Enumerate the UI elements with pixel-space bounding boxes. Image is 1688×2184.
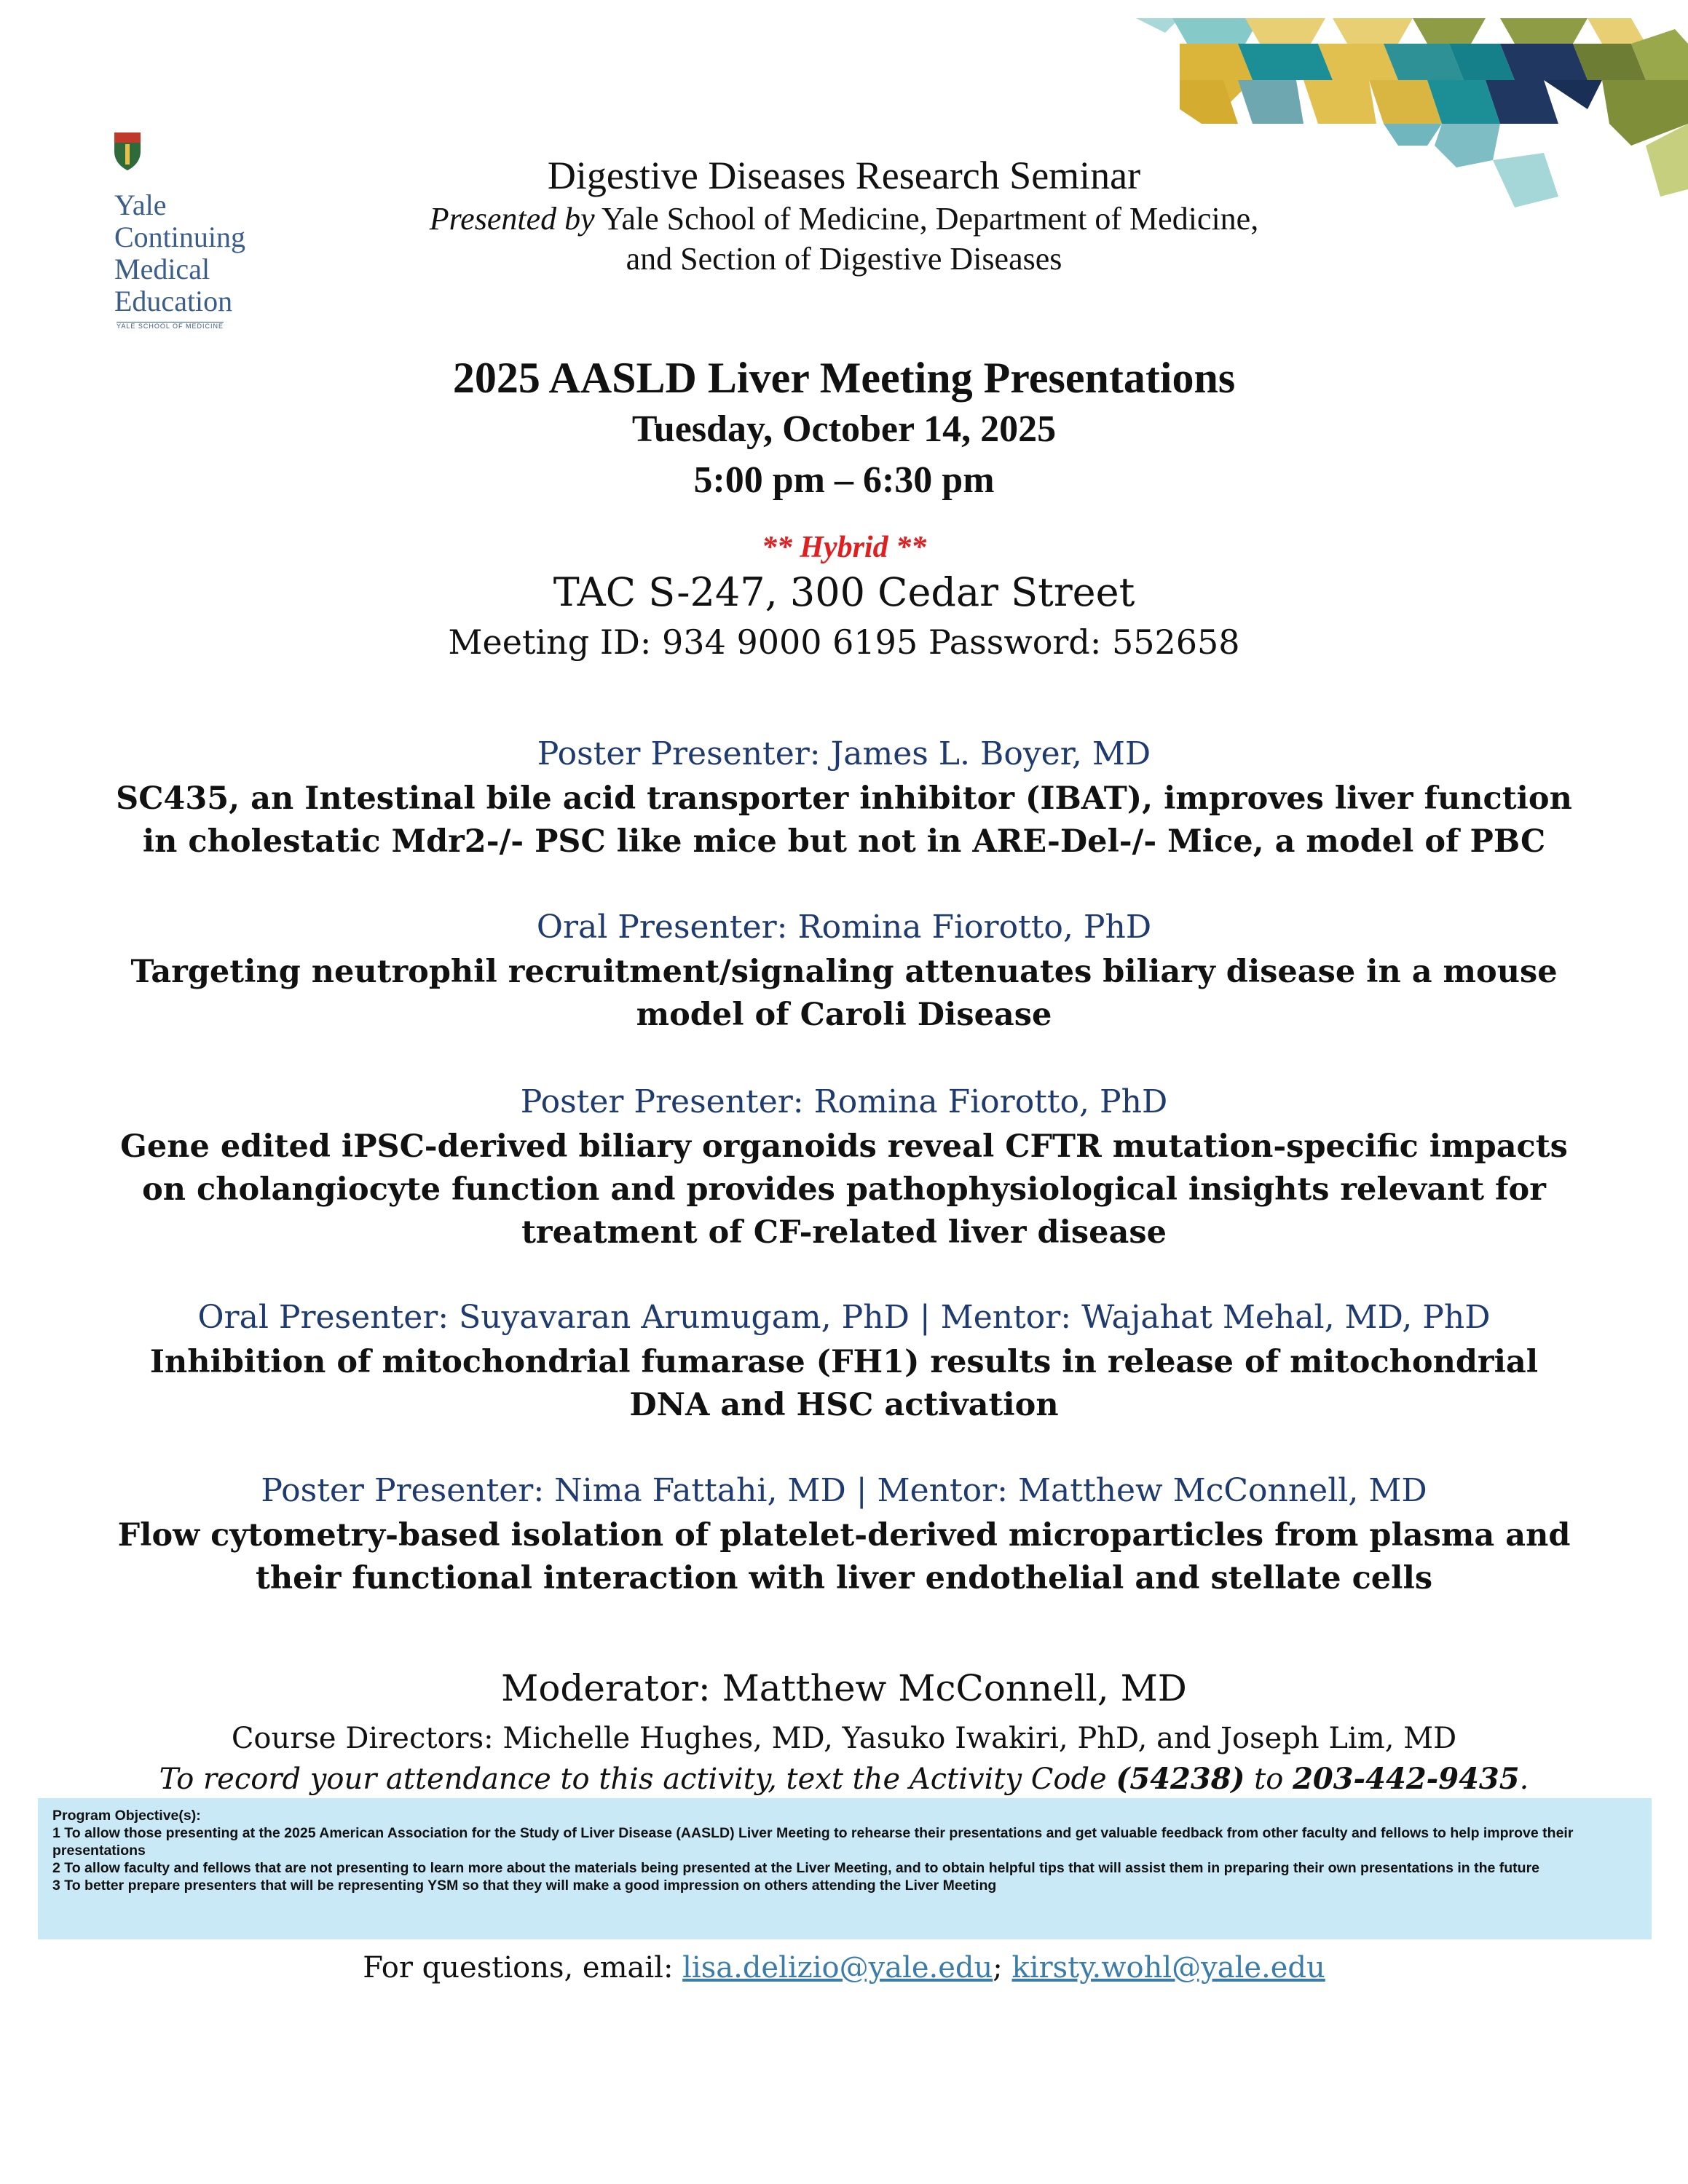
objectives-heading: Program Objective(s): [52,1808,201,1824]
presentation-title-line: on cholangiocyte function and provides pathophysiological insights relevant for [142,1171,1546,1208]
presented-by [0,200,1688,237]
event-format: ** Hybrid ** [761,531,927,564]
objective-item: 2 To allow faculty and fellows that are not presenting to learn more about the materials being presented at the Liver Meeting, and to obtain helpful tips that will assist them in preparing their own presentations in the future [52,1860,1539,1876]
presentation-title [0,1341,1688,1427]
section-name: and Section of Digestive Diseases [626,241,1062,277]
presentation-title-line: SC435, an Intestinal bile acid transporter inhibitor (IBAT), improves liver function [116,780,1572,817]
email-link-lisa[interactable]: lisa.delizio@yale.edu [682,1951,993,1985]
logo-line: Medical [114,253,210,285]
presentation-title [0,1514,1688,1600]
objective-item: 1 To allow those presenting at the 2025 American Association for the Study of Liver Disease (AASLD) Liver Meeting to rehearse their presentations and get valuable feedback from other faculty and fellows to help improve their presentations [52,1825,1574,1859]
presentation-title-line: Gene edited iPSC-derived biliary organoids reveal CFTR mutation-specific impacts [120,1128,1568,1165]
presentation-title [0,778,1688,863]
contact-separator: ; [993,1951,1012,1985]
presentation-title-line: in cholestatic Mdr2-/- PSC like mice but not in ARE-Del-/- Mice, a model of PBC [142,823,1546,860]
objective-item: 3 To better prepare presenters that will be representing YSM so that they will make a good impression on others attending the Liver Meeting [52,1878,997,1894]
course-directors: Course Directors: Michelle Hughes, MD, Yasuko Iwakiri, PhD, and Joseph Lim, MD [231,1722,1457,1755]
presentation-title-line: model of Caroli Disease [636,997,1052,1033]
event-date: Tuesday, October 14, 2025 [631,408,1057,450]
logo-line: Continuing [114,221,246,253]
presented-by-label: Presented by [429,201,595,237]
attendance-instructions [0,1762,1688,1796]
presenter-line: Poster Presenter: Nima Fattahi, MD | Mentor: Matthew McConnell, MD [261,1472,1427,1509]
meeting-credentials: Meeting ID: 934 9000 6195 Password: 552658 [448,622,1240,662]
activity-code: (54238) [1116,1762,1245,1796]
seminar-name: Digestive Diseases Research Seminar [547,154,1141,197]
presentation-title [0,1125,1688,1254]
presenter-line: Poster Presenter: Romina Fiorotto, PhD [520,1083,1168,1120]
contact-prefix: For questions, email: [363,1951,683,1985]
logo-subtitle: YALE SCHOOL OF MEDICINE [117,323,224,330]
email-link-kirsty[interactable]: kirsty.wohl@yale.edu [1011,1951,1325,1985]
presentation-title-line: Flow cytometry-based isolation of platelet-derived microparticles from plasma and [117,1517,1571,1554]
attendance-suffix: . [1519,1762,1529,1796]
presentation-title [0,951,1688,1037]
event-location: TAC S-247, 300 Cedar Street [553,569,1135,615]
presentation-title-line: treatment of CF-related liver disease [521,1214,1167,1251]
presentation-title-line: DNA and HSC activation [629,1387,1059,1423]
program-objectives-box [38,1798,1652,1939]
presenter-line: Poster Presenter: James L. Boyer, MD [537,735,1151,772]
presentation-title-line: Targeting neutrophil recruitment/signaling attenuates biliary disease in a mouse [130,954,1558,990]
attendance-phone: 203-442-9435 [1293,1762,1520,1796]
presentation-title-line: their functional interaction with liver endothelial and stellate cells [255,1560,1433,1597]
event-time: 5:00 pm – 6:30 pm [693,459,995,501]
presentation-title-line: Inhibition of mitochondrial fumarase (FH1) results in release of mitochondrial [149,1344,1539,1380]
logo-line: Education [114,285,233,317]
presenter-line: Oral Presenter: Romina Fiorotto, PhD [536,909,1152,946]
attendance-prefix: To record your attendance to this activity, text the Activity Code [159,1762,1116,1796]
presenter-line: Oral Presenter: Suyavaran Arumugam, PhD | Mentor: Wajahat Mehal, MD, PhD [197,1299,1491,1336]
presented-by-organization: Yale School of Medicine, Department of Medicine, [594,201,1259,237]
attendance-middle: to [1245,1762,1293,1796]
logo-line: Yale [114,189,167,221]
contact-line [0,1951,1688,1985]
event-title: 2025 AASLD Liver Meeting Presentations [452,354,1236,402]
moderator: Moderator: Matthew McConnell, MD [501,1667,1187,1709]
